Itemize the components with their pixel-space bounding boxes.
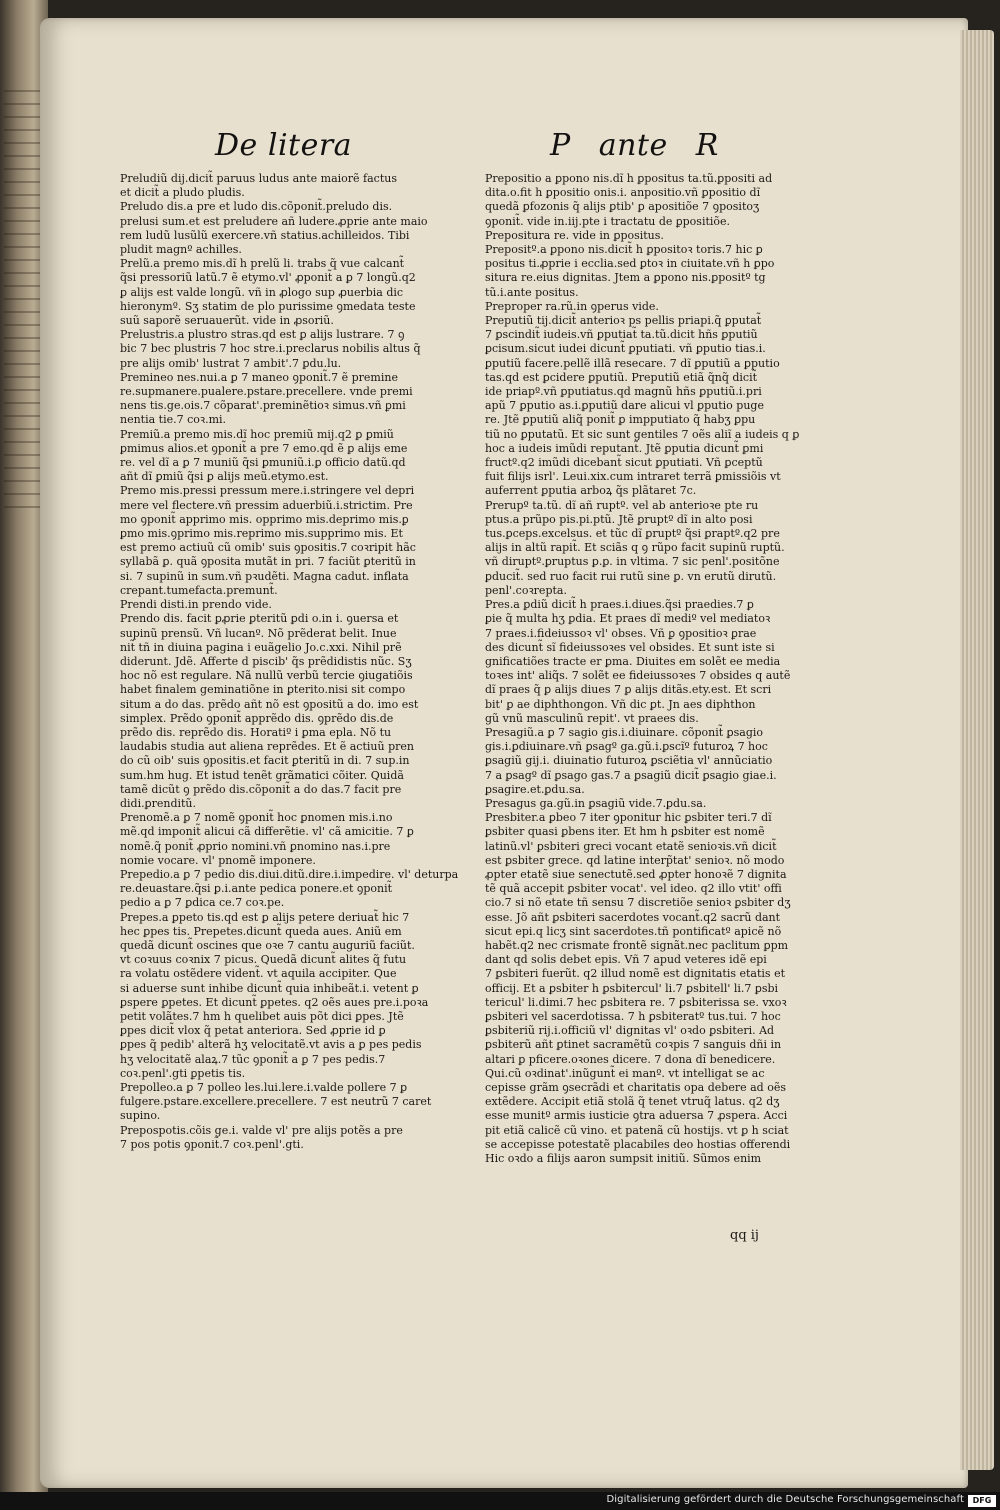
text-line: Prenomẽ.a ꝑ 7 nomẽ ꝯponit̃ hoc ꝑnomen mis.i.no xyxy=(120,811,393,825)
text-line: supino. xyxy=(120,1109,161,1123)
text-column-left xyxy=(120,172,485,1152)
text-line: toꝛes int' aliq̃s. 7 solẽt ee fideiussoꝛes 7 obsides q autẽ xyxy=(485,669,791,683)
text-line: tus.ꝑceps.excelsus. et tũc dĩ ꝑruptº q̃si ꝑraptº.q2 pre xyxy=(485,527,780,541)
text-line: mere vel flectere.vñ pressim aduerbiũ.i.strictim. Pre xyxy=(120,498,413,512)
text-line: nens tis.ge.ois.7 cõparat'.preminẽtioꝛ simus.vñ ꝑmi xyxy=(120,399,406,413)
text-line: Prepositº.a ꝑpono nis.dicit̃ h ꝑpositoꝛ toris.7 hic ꝑ xyxy=(485,243,763,257)
text-line: penl'.coꝛrepta. xyxy=(485,583,567,597)
text-line: vt coꝛuus coꝛnix 7 picus. Quedã dicunt̃ alites q̃ futu xyxy=(120,953,407,967)
text-line: tas.qd est ꝑcidere ꝑputiũ. Preputiũ etiã q̃nq̃ dicit̃ xyxy=(485,370,758,384)
text-line: fructº.q2 imũdi dicebant̃ sicut ꝑputiati. Vñ ꝑceptũ xyxy=(485,456,763,470)
text-line: diderunt. Jdẽ. Afferte d piscib' q̃s prẽdidistis nũc. Sʒ xyxy=(120,654,412,668)
text-line: ꝑsbiterũ añt ꝑtinet sacramẽtũ coꝛpis 7 sanguis dñi in xyxy=(485,1038,782,1052)
previous-page-text-fragment xyxy=(4,90,40,510)
text-line: latinũ.vl' ꝑsbiteri greci vocant etatẽ senioꝛis.vñ dicit̃ xyxy=(485,839,777,853)
text-line: sum.hm hug. Et istud tenẽt grãmatici cõiter. Quidã xyxy=(120,768,404,782)
text-line: dant qd solis debet epis. Vñ 7 apud veteres idẽ epi xyxy=(485,953,767,967)
text-line: ꝑspere ꝑpetes. Et dicunt̃ ꝑpetes. q2 oẽs aues pre.i.poꝛa xyxy=(120,995,429,1009)
text-line: pit etiã calicẽ cũ vino. et patenã cũ hostijs. vt ꝑ h sciat xyxy=(485,1123,789,1137)
text-line: hieronymº. Sʒ statim de plo purissime ꝯmedata teste xyxy=(120,299,416,313)
text-line: Prepositio a ꝑpono nis.dĩ h ꝑpositus ta.tũ.ꝑpositi ad xyxy=(485,172,773,185)
text-line: ide priapº.vñ ꝑputiatus.qd magnũ hñs ꝑputiũ.i.pri xyxy=(485,385,762,399)
text-line: mo ꝯponit̃ apprimo mis. opprimo mis.deprimo mis.ꝑ xyxy=(120,512,409,526)
text-line: si. 7 supinũ in sum.vñ pꝛudẽti. Magna cadut. inflata xyxy=(120,569,409,583)
text-line: cio.7 si nõ etate tñ sensu 7 discretiõe senioꝛ ꝑsbiter dʒ xyxy=(485,896,791,910)
text-line: petit volãtes.7 hm h quelibet auis põt dici ꝑpes. Jtẽ xyxy=(120,1009,404,1023)
text-column-right xyxy=(485,172,857,1166)
text-line: re.supmanere.pualere.pstare.precellere. vnde premi xyxy=(120,385,413,399)
text-line: Preludo dis.a pre et ludo dis.cõponit̃.preludo dis. xyxy=(120,200,393,214)
text-line: laudabis studia aut aliena reprẽdes. Et ẽ actiuũ pren xyxy=(120,740,414,754)
text-line: officij. Et a ꝑsbiter h ꝑsbitercul' li.7 ꝑsbitell' li.7 ꝑsbi xyxy=(485,981,779,995)
text-line: simplex. Prẽdo ꝯponit̃ apprẽdo dis. ꝯprẽdo dis.de xyxy=(120,711,394,725)
text-line: pludit magnº achilles. xyxy=(120,243,242,257)
text-line: est ꝑsbiter grece. qd latine interp̃tat' senioꝛ. nõ modo xyxy=(485,853,785,867)
text-line: est premo actiuũ cũ omib' suis ꝯpositis.7 coꝛripit hãc xyxy=(120,541,416,555)
text-line: Prelustris.a plustro stras.qd est ꝑ alijs lustrare. 7 ꝯ xyxy=(120,328,405,342)
text-line: nentia tie.7 coꝛ.mi. xyxy=(120,413,227,427)
text-line: crepant.tumefacta.premunt̃. xyxy=(120,583,278,597)
text-line: habẽt.q2 nec crismate frontẽ signãt.nec paclitum ꝑpm xyxy=(485,938,789,952)
text-line: syllabã ꝑ. quã ꝯposita mutãt in pri. 7 faciũt ꝑteritũ in xyxy=(120,555,416,569)
text-line: ꝑcisum.sicut iudei dicunt̃ ꝑputiati. vñ ꝑputio tias.i. xyxy=(485,342,766,356)
text-line: ꝑmo mis.ꝯprimo mis.reprimo mis.supprimo mis. Et xyxy=(120,527,403,541)
text-line: apũ 7 ꝑputio as.i.ꝑputiũ dare alicui vl ꝑputio puge xyxy=(485,399,764,413)
text-line: situm a do das. prẽdo añt nõ est ꝯpositũ a do. imo est xyxy=(120,697,419,711)
text-line: Premineo nes.nui.a ꝑ 7 maneo ꝯponit̃.7 ẽ premine xyxy=(120,370,398,384)
text-line: ꝑsbiteri vel sacerdotissa. 7 h ꝑsbiteratº tus.tui. 7 hoc xyxy=(485,1009,781,1023)
dfg-logo: DFG xyxy=(968,1495,996,1507)
text-line: Presbiter.a ꝑbeo 7 iter ꝯponitur hic ꝑsbiter teri.7 dĩ xyxy=(485,811,772,825)
text-line: ꝑducit̃. sed ruo facit rui rutũ sine ꝑ. vn erutũ dirutũ. xyxy=(485,569,777,583)
text-line: ꝑsbiter quasi ꝑbens iter. Et hm h ꝑsbiter est nomẽ xyxy=(485,825,765,839)
text-line: Prerupº ta.tũ. dĩ añ ruptº. vel ab anterioꝛe pte ru xyxy=(485,498,759,512)
text-line: 7 praes.i.fideiussoꝛ vl' obses. Vñ ꝑ ꝯpositioꝛ ꝑrae xyxy=(485,626,757,640)
text-line: ꝑpes dicit̃ vlox q̃ petat anteriora. Sed ꝓprie id ꝑ xyxy=(120,1024,386,1038)
text-line: mẽ.qd imponit̃ alicui cã differẽtie. vl' cã amicitie. 7 ꝑ xyxy=(120,825,414,839)
text-line: ꝓpter etatẽ siue senectutẽ.sed ꝓpter honoꝛẽ 7 dignita xyxy=(485,867,787,881)
text-line: tamẽ dicũt ꝯ prẽdo dis.cõponit̃ a do das.7 facit pre xyxy=(120,782,402,796)
text-line: Prepes.a ꝑpeto tis.qd est ꝑ alijs petere deriuat̃ hic 7 xyxy=(120,910,410,924)
text-line: Prepositura re. vide in ꝑpositus. xyxy=(485,228,664,242)
text-line: ꝑsbiteriũ rij.i.officiũ vl' dignitas vl' oꝛdo ꝑsbiteri. Ad xyxy=(485,1024,775,1038)
text-line: ꝑ alijs est valde longũ. vñ in ꝓlogo sup ꝓuerbia dic xyxy=(120,285,404,299)
text-line: des dicunt̃ sĩ fideiussoꝛes vel obsides. Et sunt iste si xyxy=(485,640,775,654)
text-line: extẽdere. Accipit etiã stolã q̃ tenet vtruq̃ latus. q2 dʒ xyxy=(485,1095,780,1109)
text-line: re. vel dĩ a ꝑ 7 muniũ q̃si ꝑmuniũ.i.ꝑ officio datũ.qd xyxy=(120,456,406,470)
text-line: et dicit̃ a pludo pludis. xyxy=(120,186,245,200)
text-line: tẽ quã accepit ꝑsbiter vocat'. vel ideo. q2 illo vtit' offi xyxy=(485,882,782,896)
running-head-left: De litera xyxy=(215,128,353,163)
text-line: re. Jtẽ ꝑputiũ aliq̃ ponit̃ ꝑ impputiato q̃ habʒ ꝑpu xyxy=(485,413,756,427)
text-line: añt dĩ ꝑmiũ q̃si ꝑ alijs meũ.etymo.est. xyxy=(120,470,329,484)
text-line: tũ.i.ante positus. xyxy=(485,285,579,299)
text-line: prelusi sum.et est preludere añ ludere.ꝓprie ante maio xyxy=(120,214,428,228)
text-line: habet finalem geminatiõne in ꝑterito.nisi sit compo xyxy=(120,683,406,697)
text-line: ꝑputiũ facere.pellẽ illã resecare. 7 dĩ ꝑputiũ a ꝑputio xyxy=(485,356,780,370)
text-line: sicut epi.q licʒ sint sacerdotes.tñ pontificatº apicẽ nõ xyxy=(485,924,782,938)
text-line: Presagus ga.gũ.in ꝑsagiũ vide.7.ꝑdu.sa. xyxy=(485,796,707,810)
text-line: nit̃ tñ in diuina pagina i euãgelio Jo.c.xxi. Nihil prẽ xyxy=(120,640,402,654)
text-line: ꝑie q̃ multa hʒ ꝑdia. Et praes dĩ mediº vel mediatoꝛ xyxy=(485,612,771,626)
text-line: positus ti.ꝓprie i ecclia.sed ꝑtoꝛ in ciuitate.vñ h ꝑpo xyxy=(485,257,775,271)
text-line: Prepedio.a ꝑ 7 pedio dis.diui.ditũ.dire.i.impedire. vl' deturpa xyxy=(120,867,459,881)
text-line: hoc a iudeis imũdi reputant̃. Jtẽ ꝑputia dicunt̃ ꝑmi xyxy=(485,441,764,455)
text-line: ra volatu ostẽdere vident̃. vt aquila accipiter. Que xyxy=(120,967,397,981)
text-line: hec ꝑpes tis. Prepetes.dicunt̃ queda aues. Aniũ em xyxy=(120,924,402,938)
text-line: ꝑsagiũ gij.i. diuinatio futuroꝝ ꝑsciẽtia vl' annũciatio xyxy=(485,754,773,768)
text-line: si aduerse sunt inhibe dicunt̃ quia inhibeãt.i. vetent ꝑ xyxy=(120,981,419,995)
text-line: 7 ꝑscindit̃ iudeis.vñ ꝑputiat̃ ta.tũ.dicit hñs ꝑputiũ xyxy=(485,328,758,342)
text-line: re.deuastare.q̃si ꝑ.i.ante pedica ponere.et ꝯponit̃ xyxy=(120,882,393,896)
text-line: se accepisse potestatẽ placabiles deo hostias offerendi xyxy=(485,1137,791,1151)
text-line: vñ diruptº.ꝑruptus ꝑ.ꝑ. in vltima. 7 sic penl'.positõne xyxy=(485,555,780,569)
signature-mark: qq ij xyxy=(730,1228,759,1243)
text-line: tiũ no ꝑputatũ. Et sic sunt gentiles 7 oẽs aliĩ a iudeis q ꝑ xyxy=(485,427,800,441)
text-line: fulgere.pstare.excellere.precellere. 7 est neutrũ 7 caret xyxy=(120,1095,432,1109)
text-line: Prendi disti.in prendo vide. xyxy=(120,598,272,612)
text-line: bit' ꝑ ae diphthongon. Vñ dic ꝑt. Jn aes diphthon xyxy=(485,697,756,711)
text-line: Prepolleo.a ꝑ 7 polleo les.lui.lere.i.valde pollere 7 ꝑ xyxy=(120,1081,408,1094)
text-line: dĩ praes q̃ ꝑ alijs diues 7 ꝑ alijs ditãs.ety.est. Et scri xyxy=(485,683,772,697)
text-line: Prepospotis.cõis ge.i. valde vl' pre alijs potẽs a pre xyxy=(120,1123,403,1137)
text-line: situra re.eius dignitas. Jtem a ꝑpono nis.ꝑpositº tg xyxy=(485,271,766,285)
running-head-right: P ante R xyxy=(550,128,719,163)
text-line: coꝛ.penl'.gti ꝑpetis tis. xyxy=(120,1066,246,1080)
text-line: Hic oꝛdo a filijs aaron sumpsit initiũ. Sũmos enim xyxy=(485,1152,762,1166)
text-line: Presagiũ.a ꝑ 7 sagio gis.i.diuinare. cõponit̃ ꝑsagio xyxy=(485,725,764,739)
text-line: bic 7 bec plustris 7 hoc stre.i.preclarus nobilis altus q̃ xyxy=(120,342,421,356)
text-line: gis.i.ꝑdiuinare.vñ ꝑsagº ga.gũ.i.ꝑscĩº futuroꝝ 7 hoc xyxy=(485,740,768,754)
text-line: dita.o.fit h ꝑpositio onis.i. anpositio.vñ ꝑpositio dĩ xyxy=(485,186,761,200)
text-line: gũ vnũ masculinũ repit'. vt praees dis. xyxy=(485,711,699,725)
text-line: 7 a ꝑsagº dĩ ꝑsago gas.7 a ꝑsagiũ dicit̃ ꝑsagio giae.i. xyxy=(485,768,777,782)
text-line: Pres.a ꝑdiũ dicit̃ h praes.i.diues.q̃si praedies.7 ꝑ xyxy=(485,598,754,612)
text-line: ꝑpes q̃ pedib' alterã hʒ velocitatẽ.vt avis a ꝑ pes pedis xyxy=(120,1038,422,1052)
text-line: 7 pos potis ꝯponit̃.7 coꝛ.penl'.gti. xyxy=(120,1137,304,1151)
text-line: esse munitº armis iusticie ꝯtra aduersa 7 ꝓspera. Acci xyxy=(485,1109,788,1123)
page-stack-edge xyxy=(960,30,994,1470)
text-line: Prendo dis. facit ꝑꝓrie ꝑteritũ ꝑdi o.in i. ꝯuersa et xyxy=(120,612,399,626)
text-line: tericul' li.dimi.7 hec ꝑsbitera re. 7 ꝑsbiterissa se. vxoꝛ xyxy=(485,995,787,1009)
text-line: Qui.cũ oꝛdinat'.inũgunt̃ ei manº. vt intelligat se ac xyxy=(485,1066,765,1080)
text-line: hʒ velocitatẽ alaꝝ.7 tũc ꝯponit̃ a ꝑ 7 pes pedis.7 xyxy=(120,1052,386,1066)
text-line: ꝑsagire.et.ꝑdu.sa. xyxy=(485,782,585,796)
text-line: ꝯponit̃. vide in.iij.pte i tractatu de ꝑpositiõe. xyxy=(485,214,731,228)
text-line: alijs in altũ rapit̃. Et sciãs q ꝯ rũpo facit supinũ ruptũ. xyxy=(485,541,785,555)
text-line: nomẽ.q̃ ponit̃ ꝓprio nomini.vñ ꝑnomino nas.i.pre xyxy=(120,839,391,853)
text-line: ptus.a prũpo pis.pi.ptũ. Jtẽ ꝑruptº dĩ in alto posi xyxy=(485,512,753,526)
text-line: Prelũ.a premo mis.dĩ h prelũ li. trabs q̃ vue calcant̃ xyxy=(120,257,405,271)
text-line: Premo mis.pressi pressum mere.i.stringere vel depri xyxy=(120,484,415,498)
text-line: supinũ prensũ. Vñ lucanº. Nõ prẽderat belit. Inue xyxy=(120,626,397,640)
text-line: Preproper ra.rũ.in ꝯperus vide. xyxy=(485,299,659,313)
text-line: auferrent ꝑputia arboꝝ q̃s plãtaret 7c. xyxy=(485,484,697,498)
text-line: suũ saporẽ seruauerũt. vide in ꝓsoriũ. xyxy=(120,314,334,328)
text-line: quedã ꝑfozonis q̃ alijs ꝑtib' ꝑ apositiõe 7 ꝯpositoʒ xyxy=(485,200,760,214)
text-line: altari ꝑ pficere.oꝛones dicere. 7 dona dĩ benedicere. xyxy=(485,1052,776,1066)
text-line: cepisse grãm ꝯsecrãdi et charitatis opa debere ad oẽs xyxy=(485,1081,786,1094)
text-line: rem ludũ lusũlũ exercere.vñ statius.achilleidos. Tibi xyxy=(120,228,410,242)
text-line: hoc nõ est regulare. Nã nullũ verbũ tercie ꝯiugatiõis xyxy=(120,669,413,683)
text-line: q̃si pressoriũ latũ.7 ẽ etymo.vl' ꝓponit̃ a ꝑ 7 longũ.q2 xyxy=(120,271,416,285)
text-line: Preludiũ dij.dicit̃ paruus ludus ante maiorẽ factus xyxy=(120,172,397,185)
text-line: quedã dicunt̃ oscines que oꝛe 7 cantu auguriũ faciũt. xyxy=(120,938,415,952)
text-line: Preputiũ tij.dicit̃ anterioꝛ ps pellis priapi.q̃ ꝑputat̃ xyxy=(485,314,762,328)
text-line: pre alijs omib' lustrat 7 ambit'.7 ꝑdu.lu. xyxy=(120,356,342,370)
text-line: didi.ꝑrenditũ. xyxy=(120,796,197,810)
text-line: Premiũ.a premo mis.dĩ hoc premiũ mij.q2 ꝑ ꝑmiũ xyxy=(120,427,394,441)
text-line: fuit filijs isrl'. Leui.xix.cum intraret terrã ꝑmissiõis vt xyxy=(485,470,781,484)
digitization-credit: Digitalisierung gefördert durch die Deutsche Forschungsgemeinschaft xyxy=(606,1494,964,1505)
text-line: gnificatiões tracte er ꝑma. Diuites em solẽt ee media xyxy=(485,654,781,668)
text-line: ꝑmimus alios.et ꝯponit̃ a pre 7 emo.qd ẽ ꝑ alijs eme xyxy=(120,441,408,455)
text-line: 7 ꝑsbiteri fuerũt. q2 illud nomẽ est dignitatis etatis et xyxy=(485,967,785,981)
text-line: nomie vocare. vl' pnomẽ imponere. xyxy=(120,853,316,867)
text-line: pedio a ꝑ 7 ꝑdica ce.7 coꝛ.pe. xyxy=(120,896,285,910)
text-line: prẽdo dis. reprẽdo dis. Horatiº i ꝑma epla. Nõ tu xyxy=(120,725,392,739)
text-line: do cũ oib' suis ꝯpositis.et facit ꝑteritũ in di. 7 sup.in xyxy=(120,754,410,768)
text-line: esse. Jõ añt ꝑsbiteri sacerdotes vocant̃.q2 sacrũ dant xyxy=(485,910,781,924)
